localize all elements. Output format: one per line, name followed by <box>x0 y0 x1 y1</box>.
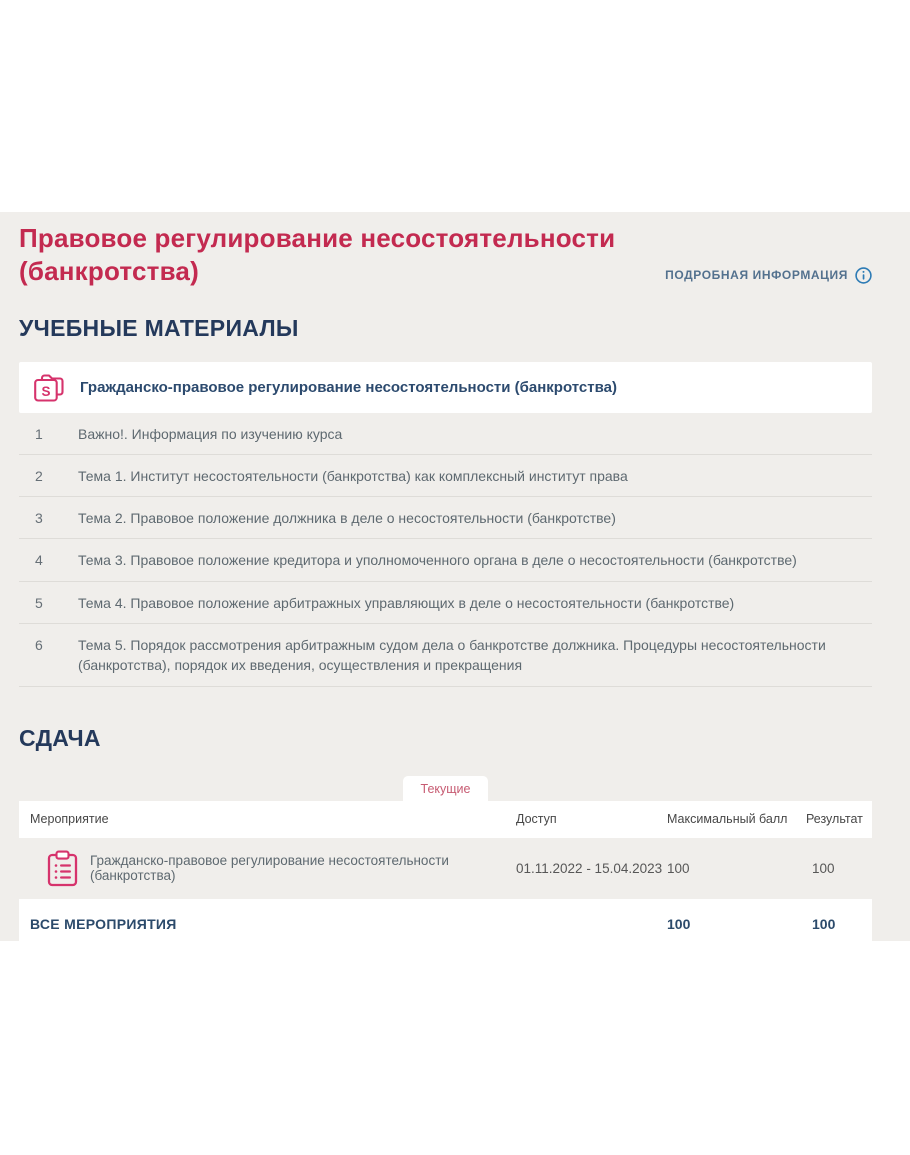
item-number: 5 <box>35 594 43 611</box>
svg-text:S: S <box>41 384 51 400</box>
course-title: Правовое регулирование несостоятельности (банкротства) <box>19 223 616 287</box>
materials-item-3[interactable] <box>19 497 872 539</box>
submission-table-row[interactable] <box>19 838 872 899</box>
item-label: Тема 5. Порядок рассмотрения арбитражным судом дела о банкротстве должника. Процедуры несостоятельности (банкротства), порядок их введения, осуществления и прекращения <box>78 637 826 674</box>
column-header-result: Результат <box>806 812 863 827</box>
info-circle-icon[interactable] <box>855 267 872 284</box>
item-label: Тема 2. Правовое положение должника в деле о несостоятельности (банкротстве) <box>78 510 616 527</box>
item-label: Тема 3. Правовое положение кредитора и уполномоченного органа в деле о несостоятельности (банкротстве) <box>78 552 797 569</box>
materials-item-2[interactable] <box>19 455 872 497</box>
event-result: 100 <box>812 860 835 876</box>
item-number: 2 <box>35 467 43 484</box>
materials-section-title: УЧЕБНЫЕ МАТЕРИАЛЫ <box>19 314 299 341</box>
course-page-panel <box>0 212 910 941</box>
item-label: Важно!. Информация по изучению курса <box>78 425 343 442</box>
submission-tabs <box>19 776 872 801</box>
submission-table-footer <box>19 899 872 949</box>
event-name-link[interactable]: Гражданско-правовое регулирование несостоятельности (банкротства) <box>90 853 449 884</box>
materials-item-6[interactable] <box>19 624 872 687</box>
event-access-dates: 01.11.2022 - 15.04.2023 <box>516 860 663 876</box>
scorm-package-icon <box>33 371 65 403</box>
event-max-score: 100 <box>667 860 690 876</box>
item-number: 3 <box>35 510 43 527</box>
item-number: 4 <box>35 552 43 569</box>
title-row <box>19 222 872 289</box>
clipboard-list-icon <box>47 850 78 887</box>
item-label: Тема 4. Правовое положение арбитражных управляющих в деле о несостоятельности (банкротстве) <box>78 594 735 611</box>
detailed-info-link[interactable] <box>665 267 872 284</box>
column-header-event: Мероприятие <box>30 812 109 827</box>
materials-package-card[interactable] <box>19 362 872 413</box>
item-number: 1 <box>35 425 43 442</box>
item-label: Тема 1. Институт несостоятельности (банкротства) как комплексный институт права <box>78 467 628 484</box>
column-header-access: Доступ <box>516 812 557 827</box>
materials-item-5[interactable] <box>19 582 872 624</box>
tab-current[interactable]: Текущие <box>403 776 489 801</box>
materials-list <box>19 413 872 687</box>
materials-item-4[interactable] <box>19 539 872 581</box>
column-header-max-score: Максимальный балл <box>667 812 788 827</box>
detailed-info-label: ПОДРОБНАЯ ИНФОРМАЦИЯ <box>665 268 848 283</box>
materials-package-title: Гражданско-правовое регулирование несостоятельности (банкротства) <box>80 378 617 396</box>
item-number: 6 <box>35 637 43 654</box>
footer-max-score: 100 <box>667 915 691 932</box>
submission-table-header <box>19 801 872 838</box>
all-events-link[interactable]: ВСЕ МЕРОПРИЯТИЯ <box>30 915 177 932</box>
submission-section-title: СДАЧА <box>19 724 101 751</box>
materials-item-1[interactable] <box>19 413 872 455</box>
footer-result: 100 <box>812 915 836 932</box>
